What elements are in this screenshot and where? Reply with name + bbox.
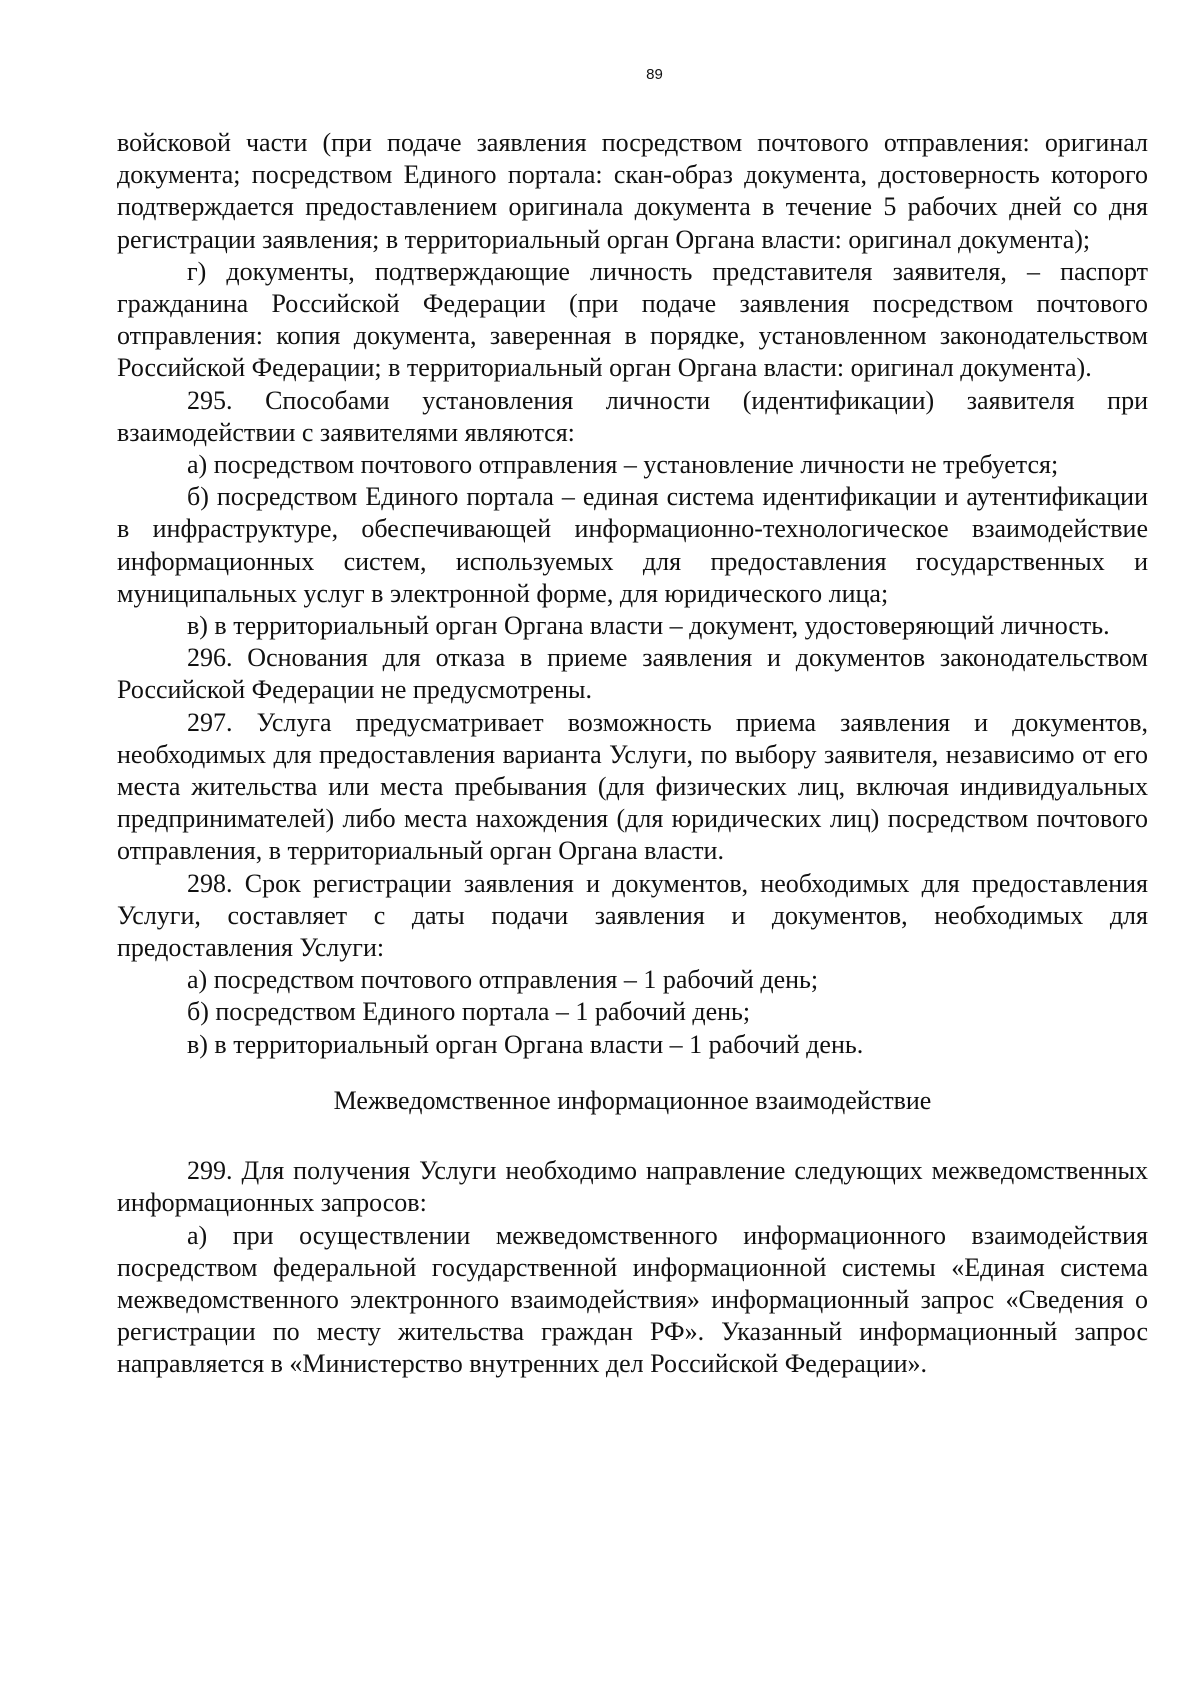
section-heading: Межведомственное информационное взаимодействие — [333, 1085, 932, 1115]
paragraph-295-b: б) посредством Единого портала – единая система идентификации и аутентификации в инфраструктуре, обеспечивающей информационно-технологическое взаимодействие информационных систем, используемых для предоставления государственных и муниципальных услуг в электронной форме, для юридического лица; — [117, 482, 1148, 608]
paragraph-298: 298. Срок регистрации заявления и документов, необходимых для предоставления Услуги, составляет с даты подачи заявления и документов, необходимых для предоставления Услуги: — [117, 868, 1148, 963]
page-number: 89 — [646, 66, 663, 83]
document-body — [117, 127, 1148, 1381]
paragraph-299: 299. Для получения Услуги необходимо направление следующих межведомственных информационных запросов: — [117, 1156, 1148, 1218]
paragraph-297: 297. Услуга предусматривает возможность приема заявления и документов, необходимых для предоставления варианта Услуги, по выбору заявителя, независимо от его места жительства или места пребывания (для физических лиц, включая индивидуальных предпринимателей) либо места нахождения (для юридических лиц) посредством почтового отправления, в территориальный орган Органа власти. — [117, 707, 1148, 866]
paragraph-295-a: а) посредством почтового отправления – установление личности не требуется; — [187, 450, 1059, 480]
paragraph-continuation: войсковой части (при подаче заявления посредством почтового отправления: оригинал документа; посредством Единого портала: скан-образ документа, достоверность которого подтверждается предоставлением оригинала документа в течение 5 рабочих дней со дня регистрации заявления; в территориальный орган Органа власти: оригинал документа); — [117, 128, 1148, 254]
paragraph-295-v: в) в территориальный орган Органа власти – документ, удостоверяющий личность. — [187, 611, 1110, 641]
paragraph-296: 296. Основания для отказа в приеме заявления и документов законодательством Российской Федерации не предусмотрены. — [117, 643, 1148, 705]
paragraph-299-a: а) при осуществлении межведомственного информационного взаимодействия посредством федеральной государственной информационной системы «Единая система межведомственного электронного взаимодействия» информационный запрос «Сведения о регистрации по месту жительства граждан РФ». Указанный информационный запрос направляется в «Министерство внутренних дел Российской Федерации». — [117, 1220, 1148, 1379]
paragraph-298-b: б) посредством Единого портала – 1 рабочий день; — [187, 997, 751, 1027]
paragraph-295: 295. Способами установления личности (идентификации) заявителя при взаимодействии с заявителями являются: — [117, 385, 1148, 447]
paragraph-298-v: в) в территориальный орган Органа власти – 1 рабочий день. — [187, 1029, 864, 1059]
paragraph-item-g: г) документы, подтверждающие личность представителя заявителя, – паспорт гражданина Российской Федерации (при подаче заявления посредством почтового отправления: копия документа, заверенная в порядке, установленном законодательством Российской Федерации; в территориальный орган Органа власти: оригинал документа). — [117, 256, 1148, 383]
paragraph-298-a: а) посредством почтового отправления – 1 рабочий день; — [187, 965, 819, 995]
